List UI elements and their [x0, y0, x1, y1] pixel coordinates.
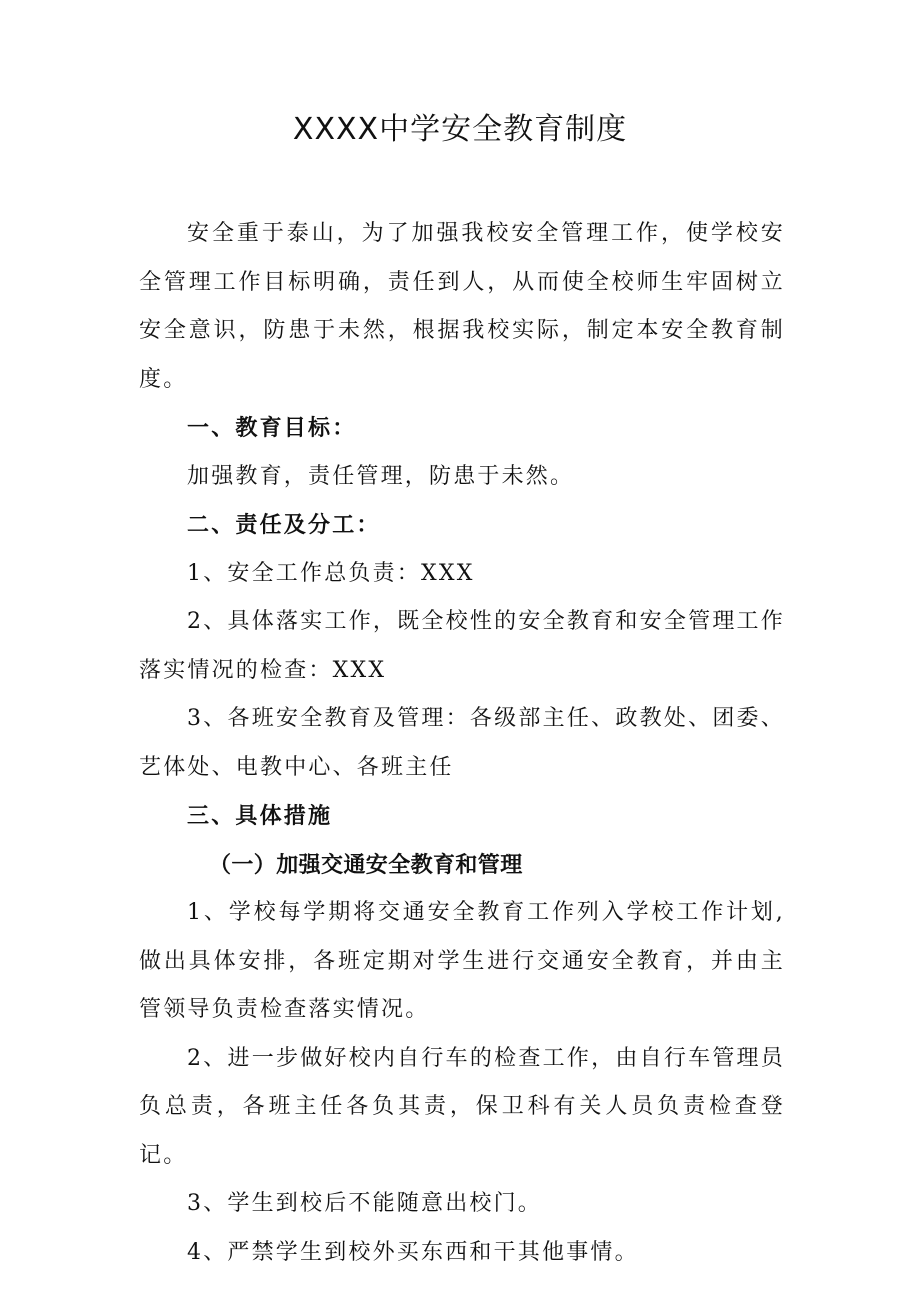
section-heading-responsibility: 二、责任及分工：	[187, 512, 381, 538]
section-heading-goals: 一、教育目标：	[187, 415, 357, 441]
intro-paragraph: 安全重于泰山，为了加强我校安全管理工作，使学校安全管理工作目标明确，责任到人，从而使全校师生牢固树立安全意识，防患于未然，根据我校实际，制定本安全教育制度。	[139, 221, 785, 392]
measure-item-4: 4、严禁学生到校外买东西和干其他事情。	[187, 1239, 639, 1265]
document-title: XXXX中学安全教育制度	[292, 112, 628, 147]
measure-item-2: 2、进一步做好校内自行车的检查工作，由自行车管理员负总责，各班主任各负其责，保卫科有关人员负责检查登记。	[139, 1045, 785, 1168]
measure-item-1: 1、学校每学期将交通安全教育工作列入学校工作计划,做出具体安排，各班定期对学生进行交通安全教育，并由主管领导负责检查落实情况。	[139, 900, 785, 1022]
subsection-heading-traffic: （一）加强交通安全教育和管理	[209, 851, 523, 878]
responsibility-item-2: 2、具体落实工作，既全校性的安全教育和安全管理工作落实情况的检查：XXX	[139, 609, 785, 683]
measure-item-3: 3、学生到校后不能随意出校门。	[187, 1191, 542, 1216]
responsibility-item-3: 3、各班安全教育及管理：各级部主任、政教处、团委、艺体处、电教中心、各班主任	[139, 706, 785, 780]
goals-paragraph: 加强教育，责任管理，防患于未然。	[187, 463, 575, 489]
responsibility-item-1: 1、安全工作总负责：XXX	[187, 560, 475, 586]
document-body	[139, 210, 785, 1277]
section-heading-measures: 三、具体措施	[187, 803, 333, 829]
